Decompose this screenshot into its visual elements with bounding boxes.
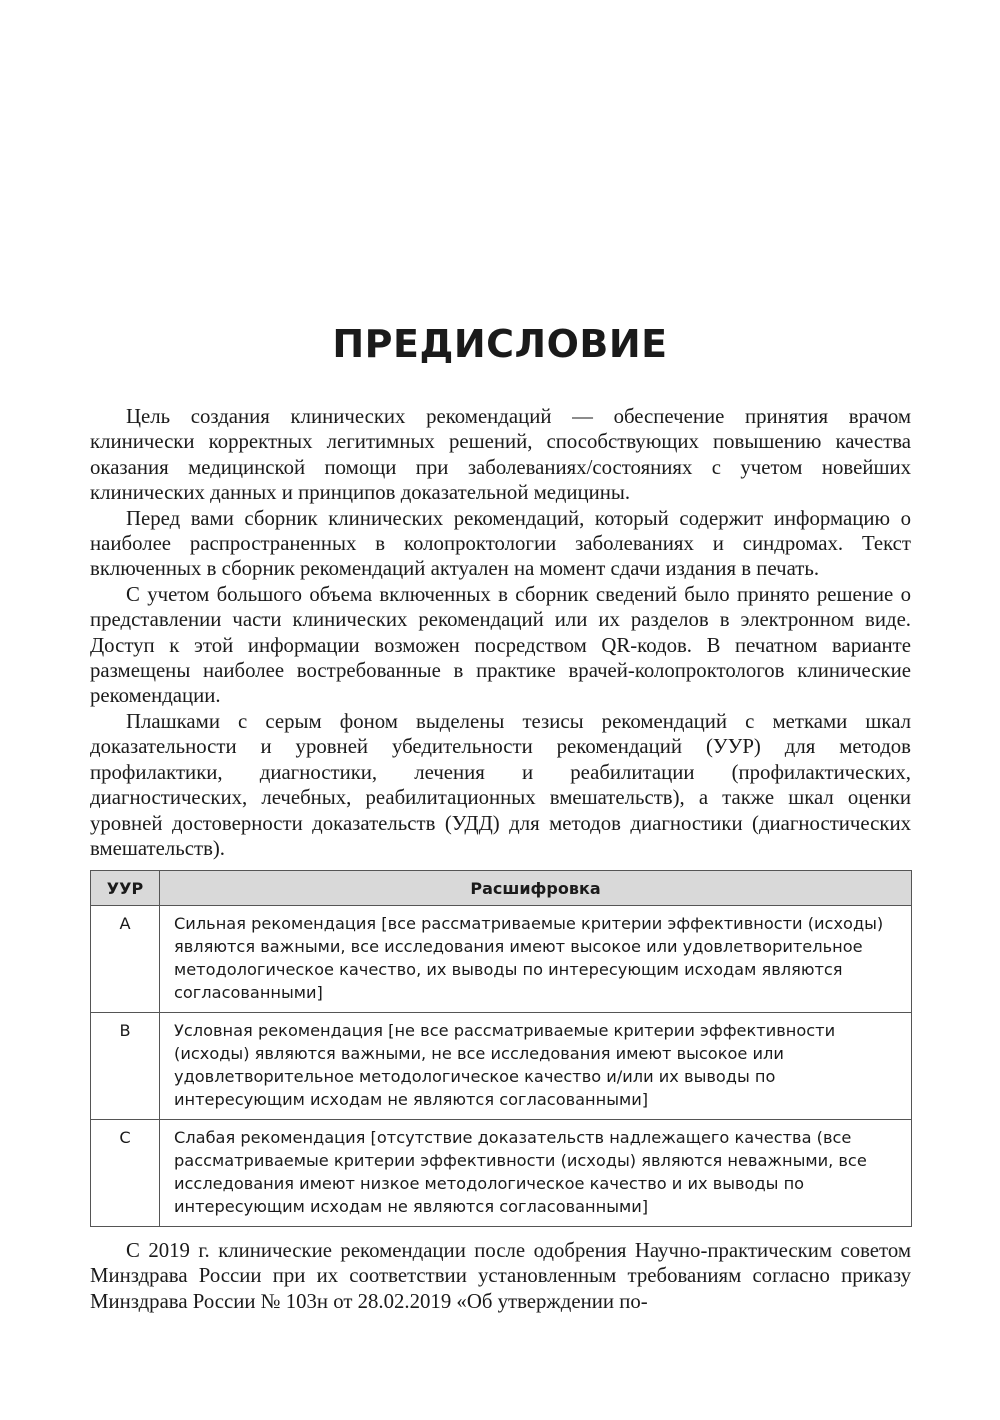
table-row <box>91 1013 912 1120</box>
paragraph: С учетом большого объема включенных в сборник сведений было принято решение о представлении части клинических рекомендаций или их разделов в электронном виде. Доступ к этой информации возможен посредством QR-кодов. В печатном варианте размещены наиболее востребованные в практике врачей-колопроктологов клинические рекомендации. <box>90 582 911 708</box>
table-row <box>91 906 912 1013</box>
paragraph: Цель создания клинических рекомендаций — обеспечение принятия врачом клинически корректных легитимных решений, способствующих повышению качества оказания медицинской помощи при заболеваниях/состояниях с учетом новейших клинических данных и принципов доказательной медицины. <box>90 405 911 505</box>
column-header-grade: УУР <box>91 871 160 906</box>
paragraph: Перед вами сборник клинических рекомендаций, который содержит информацию о наиболее распространенных в колопроктологии заболеваниях и синдромах. Текст включенных в сборник рекомендаций актуален на момент сдачи издания в печать. <box>90 506 911 581</box>
page-title: ПРЕДИСЛОВИЕ <box>332 322 668 366</box>
grade-description: Слабая рекомендация [отсутствие доказательств надлежащего качества (все рассматриваемые критерии эффективности (исходы) являются неважными, все исследования имеют низкое методологическое качество и их выводы по интересующим исходам не являются согласованными] <box>160 1120 912 1227</box>
recommendation-grade-table <box>90 870 912 1227</box>
paragraph: С 2019 г. клинические рекомендации после одобрения Научно-практическим советом Минздрава России при их соответствии установленным требованиям согласно приказу Минздрава России № 103н от 28.02.2019 «Об утверждении по- <box>90 1239 911 1313</box>
grade-code: A <box>91 906 160 1013</box>
intro-text <box>90 404 911 861</box>
grade-code: C <box>91 1120 160 1227</box>
table-row <box>91 1120 912 1227</box>
grade-code: B <box>91 1013 160 1120</box>
grade-description: Условная рекомендация [не все рассматриваемые критерии эффективности (исходы) являются важными, не все исследования имеют высокое или удовлетворительное методологическое качество и/или их выводы по интересующим исходам не являются согласованными] <box>160 1013 912 1120</box>
paragraph: Плашками с серым фоном выделены тезисы рекомендаций с метками шкал доказательности и уровней убедительности рекомендаций (УУР) для методов профилактики, диагностики, лечения и реабилитации (профилактических, диагностических, лечебных, реабилитационных вмешательств), а также шкал оценки уровней достоверности доказательств (УДД) для методов диагностики (диагностических вмешательств). <box>90 709 911 860</box>
closing-text <box>90 1238 911 1314</box>
column-header-description: Расшифровка <box>160 871 912 906</box>
table-header-row <box>91 871 912 906</box>
grade-description: Сильная рекомендация [все рассматриваемые критерии эффективности (исходы) являются важными, все исследования имеют высокое или удовлетворительное методологическое качество, их выводы по интересующим исходам являются согласованными] <box>160 906 912 1013</box>
